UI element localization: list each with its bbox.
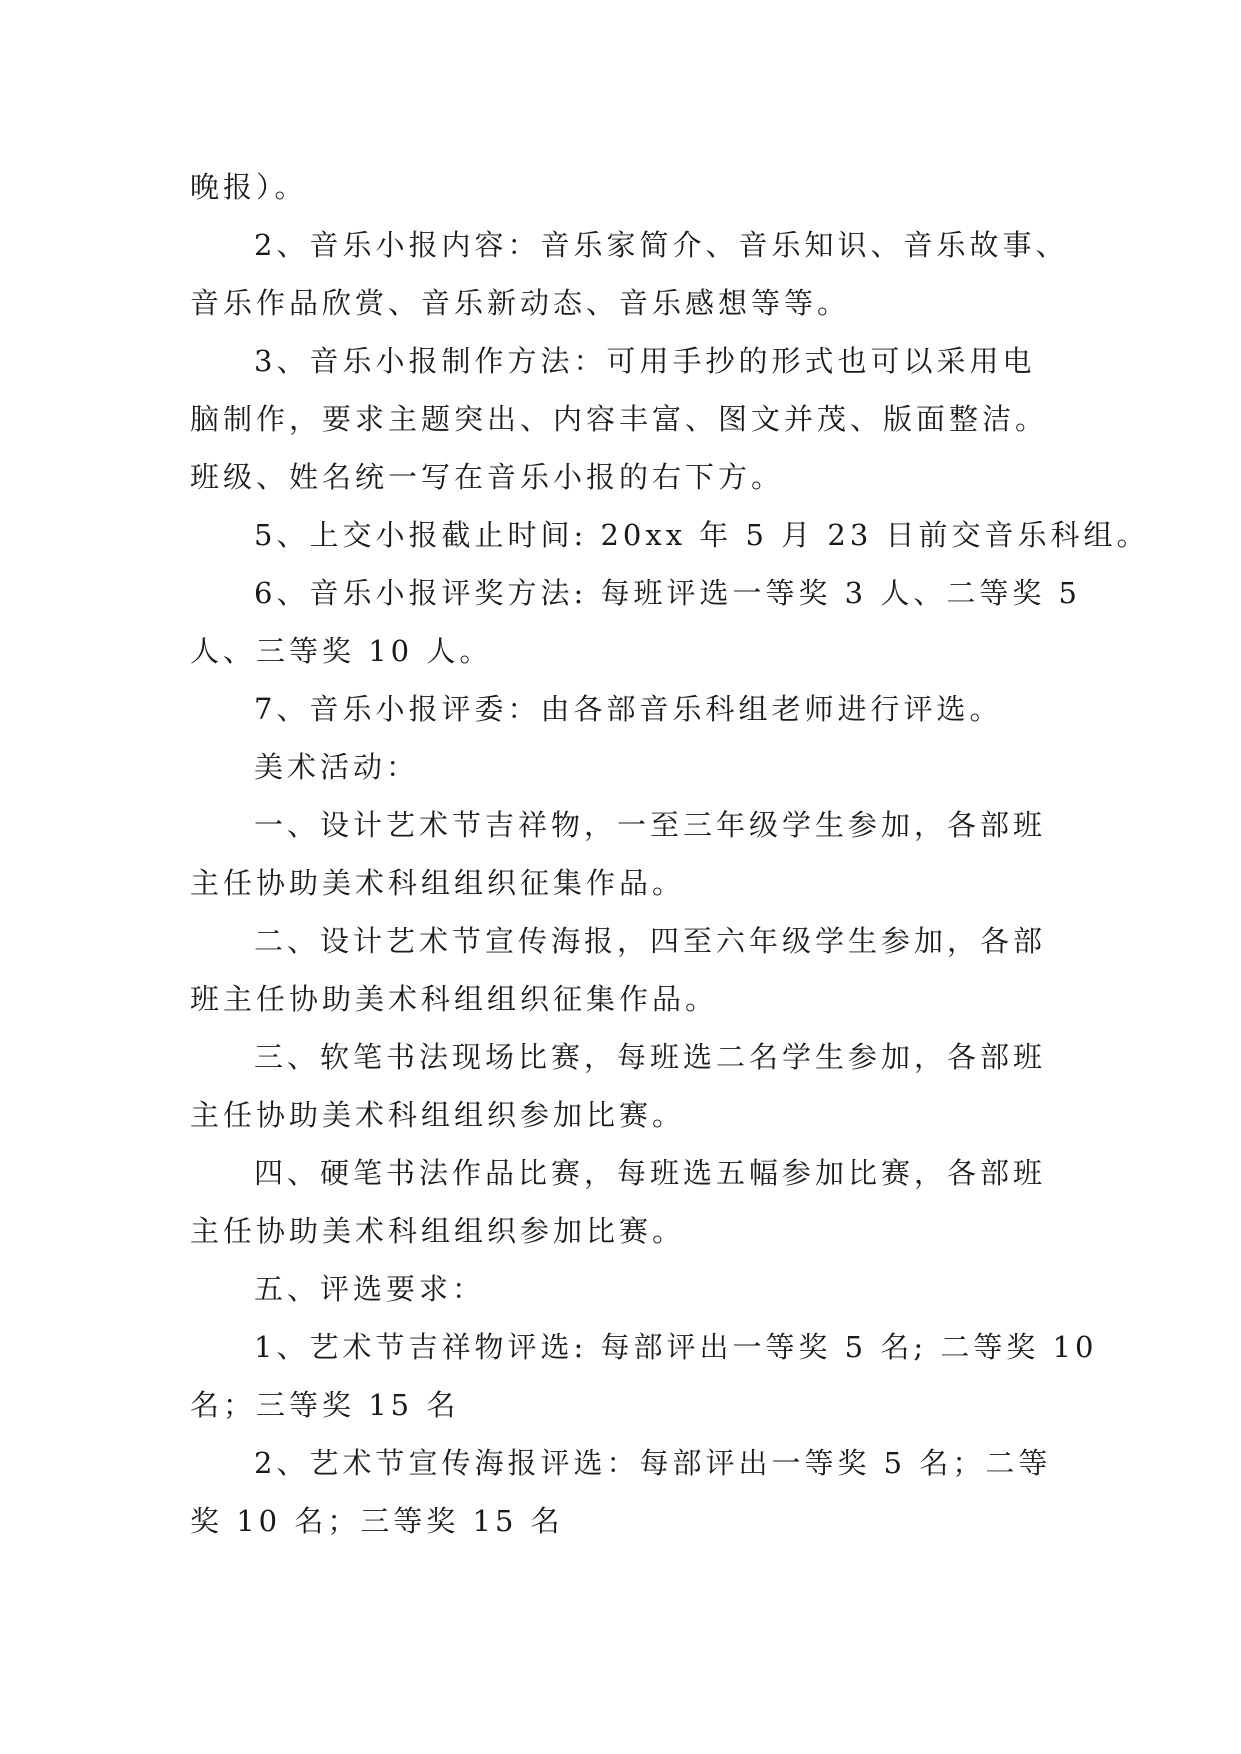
text-line: 7、音乐小报评委：由各部音乐科组老师进行评选。: [254, 692, 1003, 726]
text-line: 班级、姓名统一写在音乐小报的右下方。: [190, 460, 785, 494]
text-line: 1、艺术节吉祥物评选: 每部评出一等奖 5 名; 二等奖 10: [254, 1330, 1098, 1364]
text-line: 音乐作品欣赏、音乐新动态、音乐感想等等。: [190, 286, 851, 320]
document-body: [190, 158, 1150, 1550]
text-line: 5、上交小报截止时间: 20xx 年 5 月 23 日前交音乐科组。: [254, 518, 1150, 552]
text-line: 人、三等奖 10 人。: [190, 634, 493, 668]
text-line: 主任协助美术科组组织参加比赛。: [190, 1098, 686, 1132]
text-line: 晚报）。: [190, 170, 308, 204]
text-line: 6、音乐小报评奖方法: 每班评选一等奖 3 人、二等奖 5: [254, 576, 1081, 610]
section-heading: 五、评选要求：: [254, 1272, 486, 1306]
text-line: 奖 10 名；三等奖 15 名: [190, 1504, 564, 1538]
text-line: 2、艺术节宣传海报评选：每部评出一等奖 5 名；二等: [254, 1446, 1052, 1480]
text-line: 班主任协助美术科组组织征集作品。: [190, 982, 719, 1016]
text-line: 3、音乐小报制作方法：可用手抄的形式也可以采用电: [254, 344, 1036, 378]
section-heading: 美术活动：: [254, 750, 420, 784]
text-line: 二、设计艺术节宣传海报，四至六年级学生参加，各部: [254, 924, 1047, 958]
text-line: 三、软笔书法现场比赛，每班选二名学生参加，各部班: [254, 1040, 1047, 1074]
text-line: 主任协助美术科组组织参加比赛。: [190, 1214, 686, 1248]
text-line: 四、硬笔书法作品比赛，每班选五幅参加比赛，各部班: [254, 1156, 1047, 1190]
text-line: 主任协助美术科组组织征集作品。: [190, 866, 686, 900]
text-line: 2、音乐小报内容：音乐家简介、音乐知识、音乐故事、: [254, 228, 1069, 262]
text-line: 脑制作，要求主题突出、内容丰富、图文并茂、版面整洁。: [190, 402, 1049, 436]
text-line: 一、设计艺术节吉祥物，一至三年级学生参加，各部班: [254, 808, 1047, 842]
text-line: 名；三等奖 15 名: [190, 1388, 460, 1422]
